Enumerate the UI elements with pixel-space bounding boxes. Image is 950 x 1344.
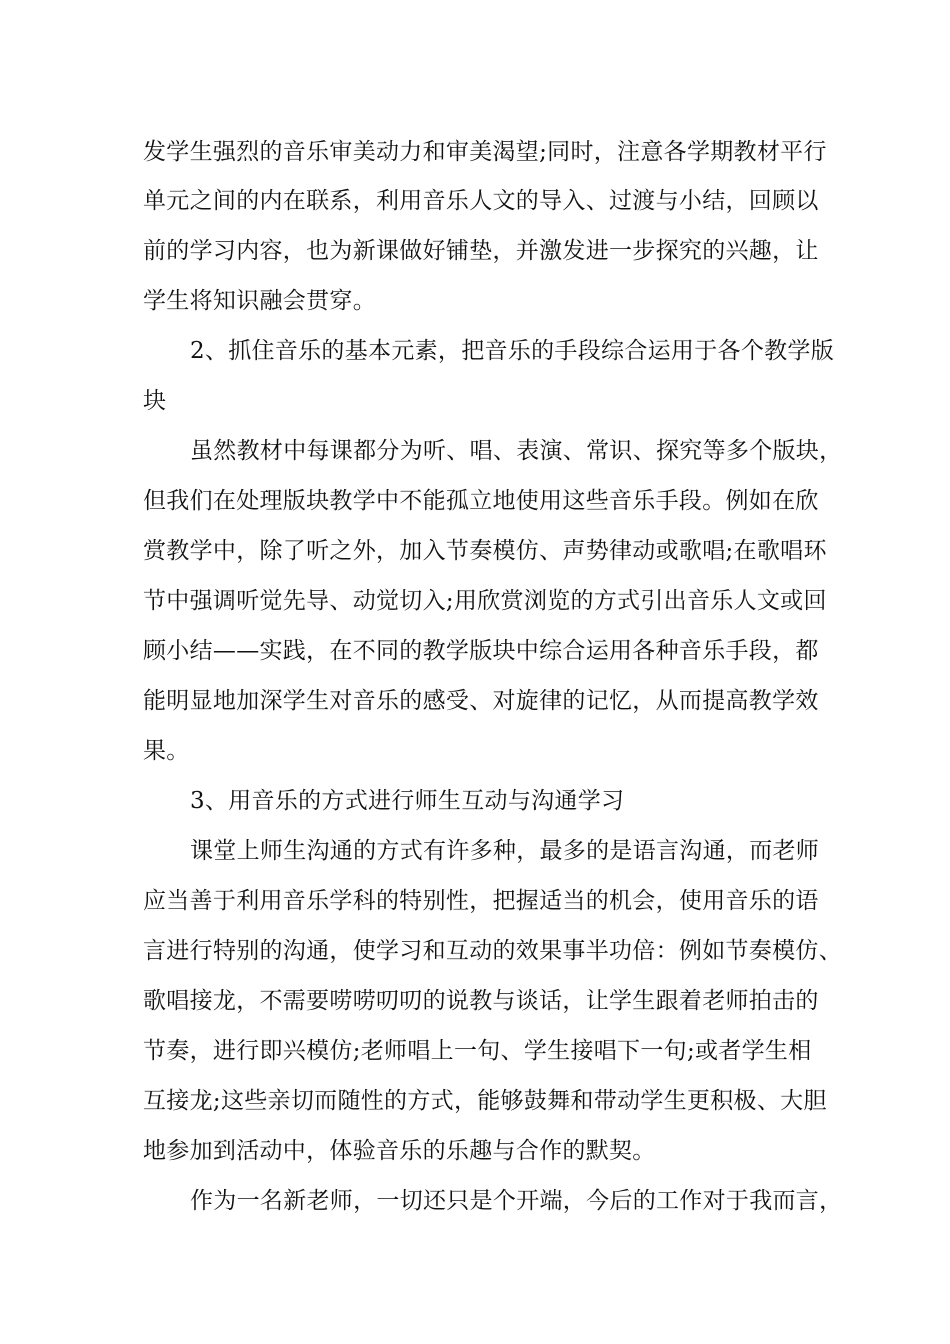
text-line: 歌唱接龙，不需要唠唠叨叨的说教与谈话，让学生跟着老师拍击的 xyxy=(143,988,819,1014)
text-line: 言进行特别的沟通，使学习和互动的效果事半功倍：例如节奏模仿、 xyxy=(143,938,842,964)
text-line: 但我们在处理版块教学中不能孤立地使用这些音乐手段。例如在欣 xyxy=(143,488,819,514)
text-line: 发学生强烈的音乐审美动力和审美渴望;同时，注意各学期教材平行 xyxy=(143,139,827,165)
text-line: 节中强调听觉先导、动觉切入;用欣赏浏览的方式引出音乐人文或回 xyxy=(143,588,827,614)
section-heading-continued: 块 xyxy=(143,388,167,414)
text-line: 赏教学中，除了听之外，加入节奏模仿、声势律动或歌唱;在歌唱环 xyxy=(143,538,827,564)
text-line: 作为一名新老师，一切还只是个开端，今后的工作对于我而言， xyxy=(190,1188,843,1214)
section-heading: 2、抓住音乐的基本元素，把音乐的手段综合运用于各个教学版 xyxy=(190,338,835,364)
text-line: 节奏，进行即兴模仿;老师唱上一句、学生接唱下一句;或者学生相 xyxy=(143,1038,812,1064)
text-line: 能明显地加深学生对音乐的感受、对旋律的记忆，从而提高教学效 xyxy=(143,688,819,714)
text-line: 应当善于利用音乐学科的特别性，把握适当的机会，使用音乐的语 xyxy=(143,888,819,914)
text-line: 果。 xyxy=(143,738,190,764)
text-line: 学生将知识融会贯穿。 xyxy=(143,288,376,314)
text-line: 地参加到活动中，体验音乐的乐趣与合作的默契。 xyxy=(143,1138,656,1164)
text-line: 课堂上师生沟通的方式有许多种，最多的是语言沟通，而老师 xyxy=(190,838,820,864)
section-heading: 3、用音乐的方式进行师生互动与沟通学习 xyxy=(190,788,625,814)
text-line: 单元之间的内在联系，利用音乐人文的导入、过渡与小结，回顾以 xyxy=(143,188,819,214)
text-line: 互接龙;这些亲切而随性的方式，能够鼓舞和带动学生更积极、大胆 xyxy=(143,1088,827,1114)
text-line: 前的学习内容，也为新课做好铺垫，并激发进一步探究的兴趣，让 xyxy=(143,238,819,264)
text-line: 虽然教材中每课都分为听、唱、表演、常识、探究等多个版块， xyxy=(190,438,843,464)
text-line: 顾小结——实践，在不同的教学版块中综合运用各种音乐手段，都 xyxy=(143,638,819,664)
